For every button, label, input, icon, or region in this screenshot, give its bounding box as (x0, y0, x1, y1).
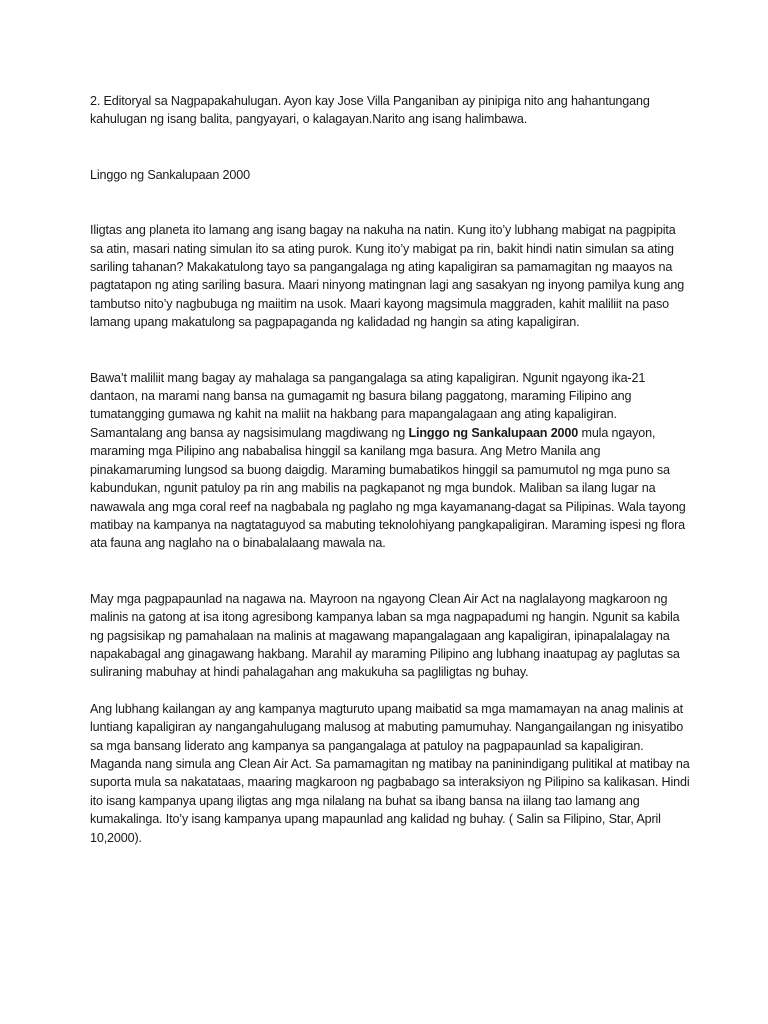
paragraph-1: Iligtas ang planeta ito lamang ang isang bagay na nakuha na natin. Kung ito’y lubhang mabigat na pagpipita sa atin, masari nating simulan ito sa ating purok. Kung ito’y mabigat pa rin, bakit hindi natin simulan sa ating sariling tahanan? Makakatulong tayo sa pangangalaga ng ating kapaligiran sa pamamagitan ng maayos na pagtatapon ng ating sariling basura. Maari ninyong matingnan lagi ang sasakyan ng inyong pamilya kung ang tambutso nito’y nagbubuga ng maiitim na usok. Maari kayong magsimula maggraden, kahit maliliit na paso lamang upang makatulong sa pagpapaganda ng kalidadad ng hangin sa ating kapaligiran. (90, 223, 685, 330)
intro-paragraph: 2. Editoryal sa Nagpapakahulugan. Ayon kay Jose Villa Panganiban ay pinipiga nito ang hahantungang kahulugan ng isang balita, pangyayari, o kalagayan.Narito ang isang halimbawa. (90, 94, 650, 127)
paragraph-3: May mga pagpapaunlad na nagawa na. Mayroon na ngayong Clean Air Act na naglalayong magkaroon ng malinis na gatong at isa itong agresibong kampanya laban sa mga nagpapadumi ng hangin. Ngunit sa kabila ng pagsisikap ng pamahalaan na malinis at magawang mapangalagaan ang kapaligiran, ipinapalalagay na napakabagal ang ginagawang hakbang. Marahil ay maraming Pilipino ang lubhang inaatupag ay paglutas sa suliraning mabuhay at hindi pahalagahan ang makukuha sa pagliligtas ng buhay. (90, 591, 680, 680)
paragraph-2-bold-title: Linggo ng Sankalupaan 2000 (408, 425, 579, 440)
paragraph-2-text-before: Bawa’t maliliit mang bagay ay mahalaga sa pangangalaga sa ating kapaligiran. Ngunit ngayong ika-21 dantaon, na marami nang bansa na gumagamit ng basura bilang paggatong, maraming Filipino ang tumatangging gumawa ng kahit na maliit na hakbang para mapangalagaan ang ating kapaligiran. Samantalang ang bansa ay nagsisimulang magdiwang ng (90, 370, 646, 440)
paragraph-2 (90, 369, 690, 553)
paragraph-2-text-after: mula ngayon, maraming mga Pilipino ang nababalisa hinggil sa kanilang mga basura. Ang Metro Manila ang pinakamaruming lungsod sa buong daigdig. Maraming bumabatikos hinggil sa pamumutol ng mga puno sa kabundukan, ngunit patuloy pa rin ang mabilis na pagkapanot ng mga bundok. Maliban sa ilang lugar na nawawala ang mga coral reef na nagbabala ng paglaho ng mga kayamanang-dagat sa Pilipinas. Wala tayong matibay na kampanya na nagtataguyod sa mabuting teknolohiyang pangkapaligiran. Maraming ispesi ng flora ata fauna ang naglaho na o binabalalaang mawala na. (90, 425, 686, 551)
document-page (90, 92, 690, 847)
editorial-title: Linggo ng Sankalupaan 2000 (90, 167, 250, 182)
paragraph-4: Ang lubhang kailangan ay ang kampanya magturuto upang maibatid sa mga mamamayan na anag malinis at luntiang kapaligiran ay nangangahulugang malusog at mabuting pamumuhay. Nangangailangan ng inisyatibo sa mga bansang liderato ang kampanya sa pangangalaga at patuloy na pagpapaunlad sa kapaligiran. Maganda nang simula ang Clean Air Act. Sa pamamagitan ng matibay na paninindigang pulitikal at matibay na suporta mula sa nakatataas, maaring magkaroon ng pagbabago sa interaksiyon ng Pilipino sa kalikasan. Hindi ito isang kampanya upang iligtas ang mga nilalang na buhat sa ibang bansa na iilang tao lamang ang kumakalinga. Ito’y isang kampanya upang mapaunlad ang kalidad ng buhay. ( Salin sa Filipino, Star, April 10,2000). (90, 701, 690, 845)
